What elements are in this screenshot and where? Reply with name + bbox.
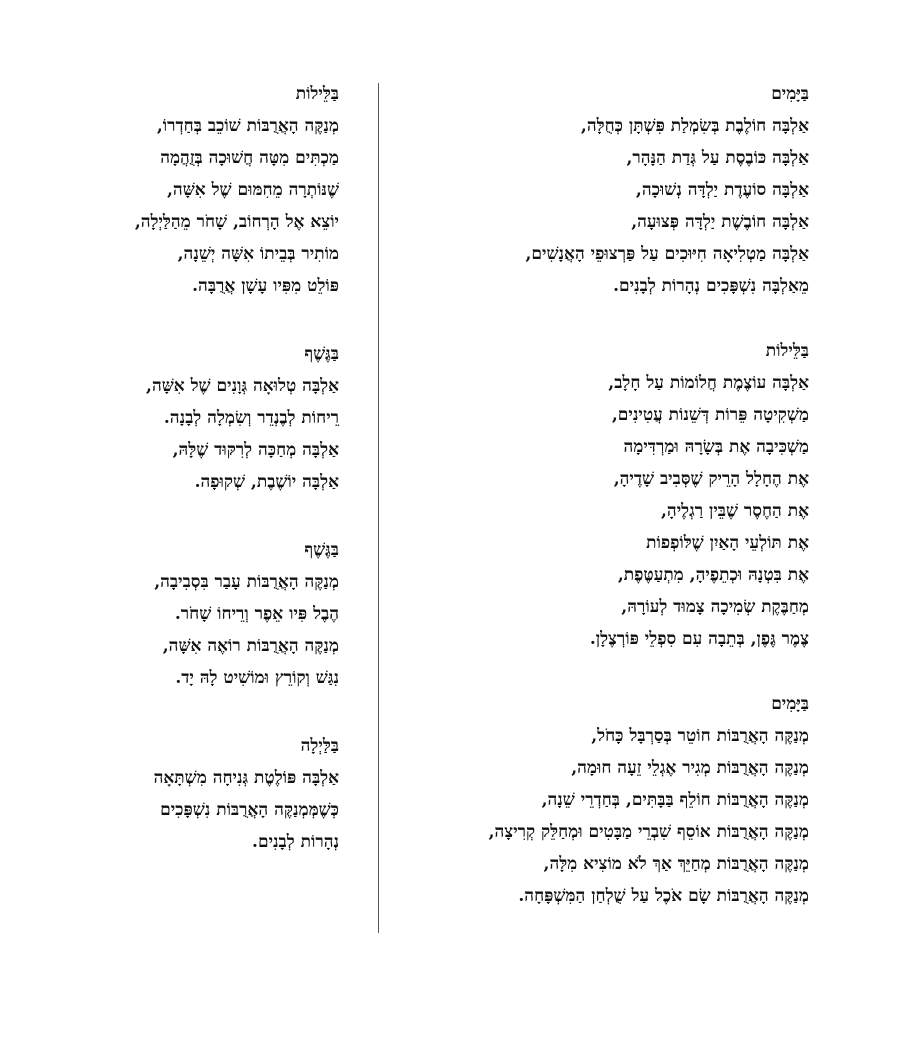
poem-line: מְנַקֶּה הָאֲרֻבּוֹת מְגִיר אֶגְלֵי זֵעָה חוּמָה,: [571, 758, 809, 778]
stanza: [409, 335, 809, 655]
poem-line: מְנַקֶּה הָאֲרֻבּוֹת עָבַר בִּסְבִיבָה,: [154, 572, 339, 592]
poem-line: מְנַקֶּה הָאֲרֻבּוֹת שָׂם אֹכֶל עַל שֻׁלְחַן הַמִּשְׁפָּחָה.: [518, 886, 809, 906]
poem-line: אַלְבָּה טְלוּאָה גְּוָנִים שֶׁל אִשָּׁה,: [146, 376, 339, 396]
poem-line: מַשְׁכִּיבָה אֶת בְּשָׂרָהּ וּמַרְדִּימָה: [623, 437, 809, 457]
poem-line: אַלְבָּה יוֹשֶׁבֶת, שְׁקוּפָה.: [194, 472, 339, 492]
poem-line: מְחַבֶּקֶת שְׂמִיכָה צָמוּד לְעוֹרָהּ,: [621, 597, 809, 617]
poem-line: נְהָרוֹת לְבָנִים.: [252, 832, 339, 852]
stanza-gap: [39, 694, 339, 730]
poem-line: מֵאַלְבָּה נִשְׁפָּכִים נְהָרוֹת לְבָנִים.: [613, 276, 809, 296]
stanza-heading: בַּלַּיְלָה: [300, 736, 339, 756]
poem-line: צֶמֶר גֶּפֶן, בְּתֵבָה עִם סִפְלֵי פּוֹרְצֶלָן.: [589, 629, 809, 649]
stanza-gap: [409, 302, 809, 335]
stanza: [409, 78, 809, 302]
poem-line: אַלְבָּה חוֹלֶבֶת בְּשִׂמְלַת פִּשְׁתָּן כְּחֻלָּה,: [580, 116, 809, 136]
poem-line: אַלְבָּה סוֹעֶדֶת יַלְדָּה נְשׁוּכָה,: [635, 180, 809, 200]
poem-line: אַלְבָּה כּוֹבֶסֶת עַל גְּדַת הַנָּהָר,: [626, 148, 809, 168]
stanza-heading: בַּלֵּילוֹת: [765, 341, 809, 361]
poem-line: מְנַקֶּה הָאֲרֻבּוֹת שׁוֹכֵב בְּחַדְרוֹ,: [156, 116, 339, 136]
stanza-heading: בַּגֶּשֶׁף: [304, 344, 339, 364]
poem-line: אַלְבָּה מַטְלִיאָה חִיּוּכִים עַל פַּרְצוּפֵי הָאֲנָשִׁים,: [525, 244, 809, 264]
stanza: [39, 78, 339, 302]
poem-line: אֶת תּוֹלְעֵי הָאַיִן שֶׁלּוֹפְפוֹת: [646, 533, 809, 553]
poem-line: פּוֹלֵט מִפִּיו עָשָׁן אֲרֻבָּה.: [192, 276, 339, 296]
stanza-heading: בַּלֵּילוֹת: [295, 84, 339, 104]
column-divider: [378, 83, 379, 933]
stanza-heading: בַּגֶּשֶׁף: [304, 540, 339, 560]
poem-line: מַכְתִּים מִטָּה חֲשׁוּכָה בְּזֻהֲמָה: [160, 148, 339, 168]
poem-line: מְנַקֶּה הָאֲרֻבּוֹת רוֹאֶה אִשָּׁה,: [162, 636, 339, 656]
stanza-gap: [409, 655, 809, 688]
left-column: [39, 78, 339, 858]
poem-line: אַלְבָּה עוֹצֶמֶת חֲלוֹמוֹת עַל חָלָב,: [608, 373, 809, 393]
poem-line: כְּשֶׁמְּמְנַקֶּה הָאֲרֻבּוֹת נִשְׁפָּכִים: [160, 800, 339, 820]
right-column: [409, 78, 809, 912]
poem-line: אֶת הַחֶסֶר שֶׁבֵּין רַגְלֶיהָ,: [661, 501, 809, 521]
poem-line: אֶת הֶחָלָל הָרֵיק שֶׁסְּבִיב שָׁדֶיהָ,: [613, 469, 809, 489]
stanza-gap: [39, 302, 339, 338]
poem-line: מוֹתִיר בְּבֵיתוֹ אִשָּׁה יְשֵׁנָה,: [177, 244, 339, 264]
poem-line: מְנַקֶּה הָאֲרֻבּוֹת מְחַיֵּךְ אַךְ לֹא מוֹצִיא מִלָּה,: [543, 854, 809, 874]
poem-line: אַלְבָּה חוֹבֶשֶׁת יַלְדָּה פְּצוּעָה,: [631, 212, 809, 232]
poem-line: מְנַקֶּה הָאֲרֻבּוֹת אוֹסֵף שִׁבְרֵי מַבָּטִים וּמְחַלֵּק קְרִיצָה,: [488, 822, 809, 842]
poem-line: יוֹצֵא אֶל הָרְחוֹב, שָׁחֹר מֵהַלַּיְלָה,: [134, 212, 339, 232]
stanza: [39, 338, 339, 498]
poem-line: אֶת בִּטְנָהּ וּכְתֵפֶיהָ, מִתְעַטֶּפֶת,: [617, 565, 809, 585]
poem-line: אַלְבָּה מְחַכָּה לְרִקּוּד שֶׁלָּהּ,: [172, 440, 339, 460]
stanza: [409, 688, 809, 912]
poem-line: נִגַּשׁ וְקוֹרֵץ וּמוֹשִׁיט לָהּ יָד.: [175, 668, 339, 688]
poem-line: שֶׁנּוֹתְרָה מֵחִמּוּם שֶׁל אִשָּׁה,: [167, 180, 339, 200]
stanza-heading: בַּיָּמִים: [771, 694, 809, 714]
stanza: [39, 534, 339, 694]
poem-line: רֵיחוֹת לְבֶנְדֵר וְשִׂמְלָה לְבָנָה.: [163, 408, 339, 428]
stanza-heading: בַּיָּמִים: [771, 84, 809, 104]
poem-line: מַשְׁקִיטָה פֵּרוֹת דְּשֵׁנוֹת עֲטִינִים,: [611, 405, 809, 425]
poem-line: מְנַקֶּה הָאֲרֻבּוֹת חוֹלֵף בַּבָּתִּים, בְּחַדְרֵי שֵׁנָה,: [541, 790, 809, 810]
poem-line: אַלְבָּה פּוֹלֶטֶת גְּנִיחָה מִשְׁתָּאָה: [153, 768, 339, 788]
poem-line: הֶבֶל פִּיו אֵפֶר וְרֵיחוֹ שָׁחֹר.: [174, 604, 339, 624]
stanza-gap: [39, 498, 339, 534]
poem-line: מְנַקֶּה הָאֲרֻבּוֹת חוֹטֵר בְּסַרְבָּל כָּחֹל,: [591, 726, 809, 746]
stanza: [39, 730, 339, 858]
